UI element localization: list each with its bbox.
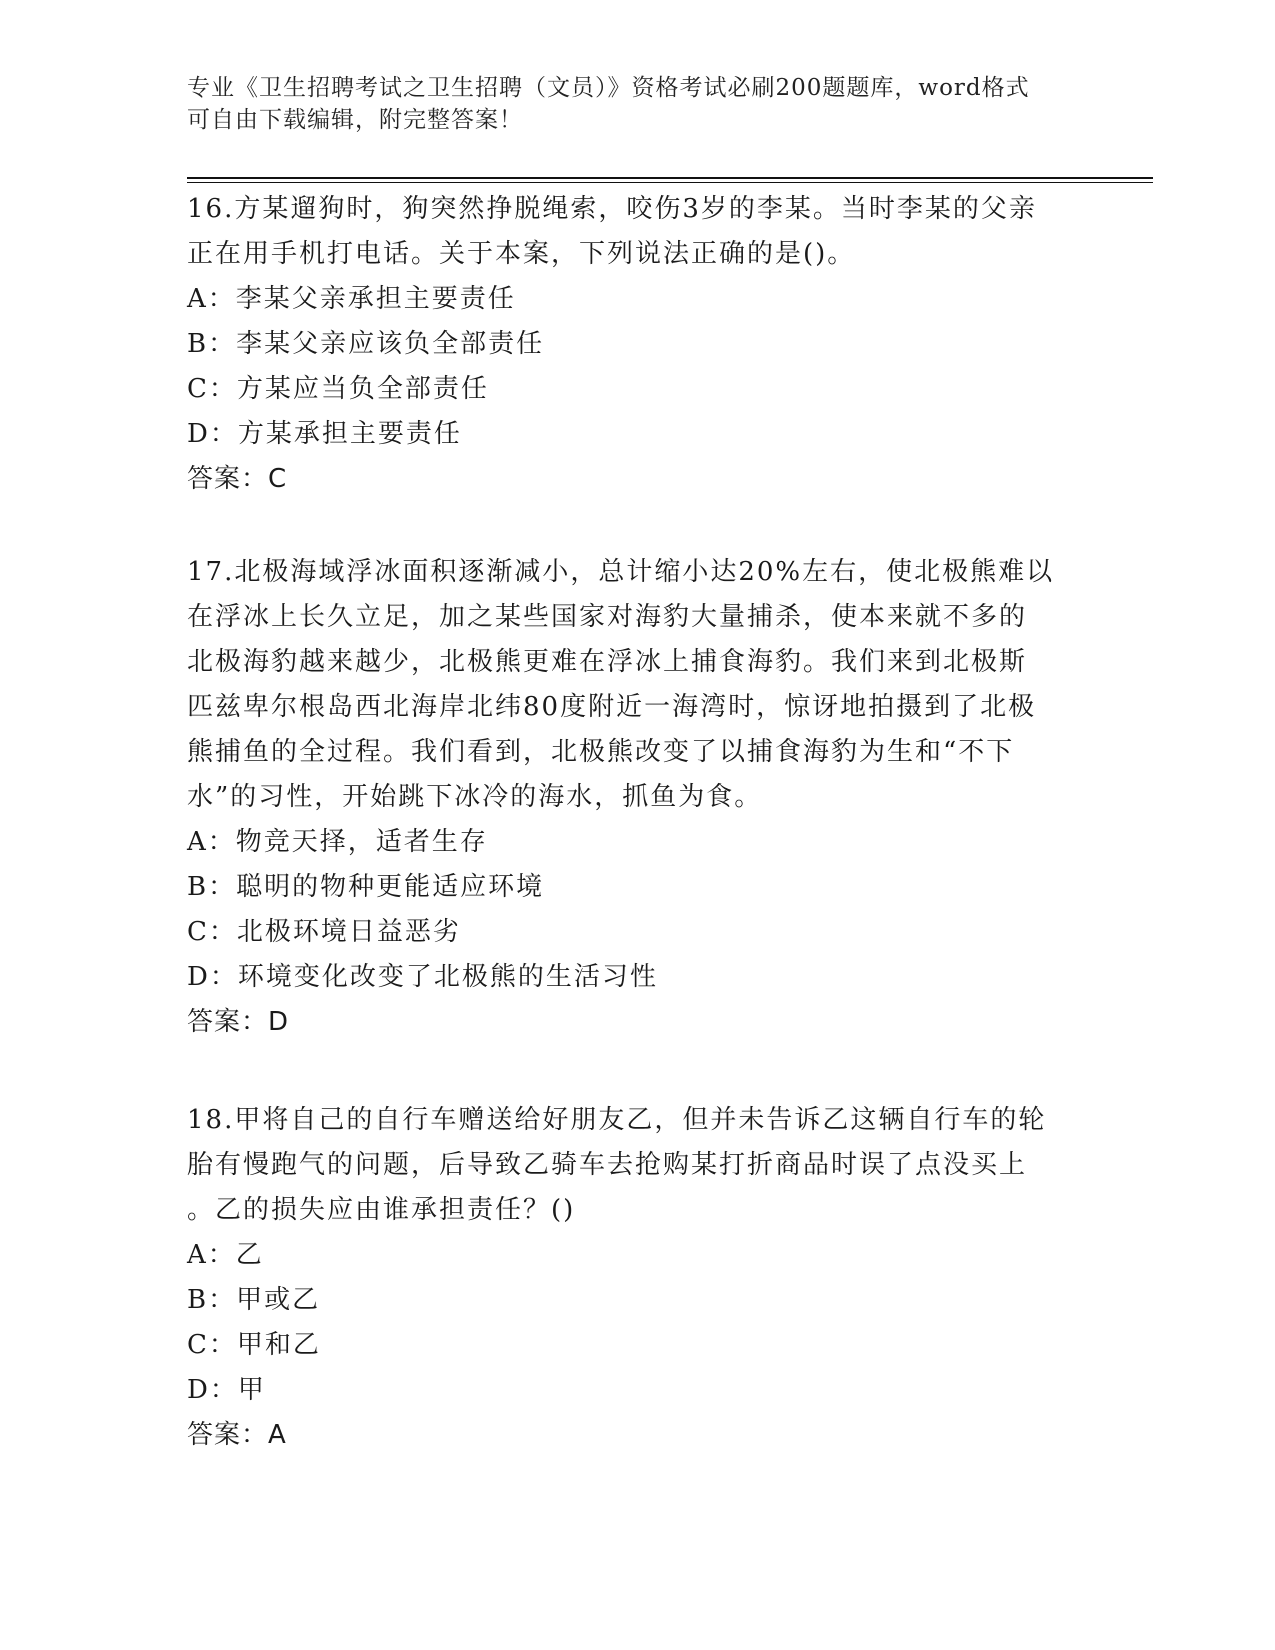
question-stem-line: 匹兹卑尔根岛西北海岸北纬80度附近一海湾时，惊讶地拍摄到了北极 [187,692,1037,722]
question-stem-line: 在浮冰上长久立足，加之某些国家对海豹大量捕杀，使本来就不多的 [187,602,1028,632]
option-d: D：方某承担主要责任 [187,419,462,449]
question-16 [187,187,1067,502]
question-18 [187,1098,1067,1458]
question-stem-line: 北极海豹越来越少，北极熊更难在浮冰上捕食海豹。我们来到北极斯 [187,647,1028,677]
header-divider-thin [187,182,1153,183]
option-c: C：方某应当负全部责任 [187,374,489,404]
header-line-2: 可自由下载编辑，附完整答案！ [187,107,523,133]
question-stem-line: 胎有慢跑气的问题，后导致乙骑车去抢购某打折商品时误了点没买上 [187,1150,1028,1180]
question-stem-line: 18.甲将自己的自行车赠送给好朋友乙，但并未告诉乙这辆自行车的轮 [187,1105,1047,1135]
option-a: A：乙 [187,1240,264,1270]
option-b: B：甲或乙 [187,1285,321,1315]
option-c: C：北极环境日益恶劣 [187,917,461,947]
option-a: A：物竞天择，适者生存 [187,827,488,857]
question-stem-line: 熊捕鱼的全过程。我们看到，北极熊改变了以捕食海豹为生和“不下 [187,737,1015,767]
answer-line: 答案：D [187,1007,290,1037]
option-b: B：聪明的物种更能适应环境 [187,872,545,902]
header-divider-thick [187,177,1153,179]
option-c: C：甲和乙 [187,1330,321,1360]
answer-line: 答案：A [187,1420,287,1450]
option-d: D：甲 [187,1375,266,1405]
question-stem-line: 17.北极海域浮冰面积逐渐减小，总计缩小达20%左右，使北极熊难以 [187,557,1055,587]
answer-line: 答案：C [187,464,288,494]
option-b: B：李某父亲应该负全部责任 [187,329,545,359]
option-d: D：环境变化改变了北极熊的生活习性 [187,962,658,992]
question-stem-line: 16.方某遛狗时，狗突然挣脱绳索，咬伤3岁的李某。当时李某的父亲 [187,194,1037,224]
question-stem-line: 。乙的损失应由谁承担责任？() [187,1195,576,1225]
question-stem-line: 正在用手机打电话。关于本案，下列说法正确的是()。 [187,239,856,269]
question-17 [187,550,1067,1045]
document-header [187,72,1067,136]
header-line-1: 专业《卫生招聘考试之卫生招聘（文员）》资格考试必刷200题题库，word格式 [187,75,1030,101]
question-stem-line: 水”的习性，开始跳下冰冷的海水，抓鱼为食。 [187,782,763,812]
option-a: A：李某父亲承担主要责任 [187,284,516,314]
